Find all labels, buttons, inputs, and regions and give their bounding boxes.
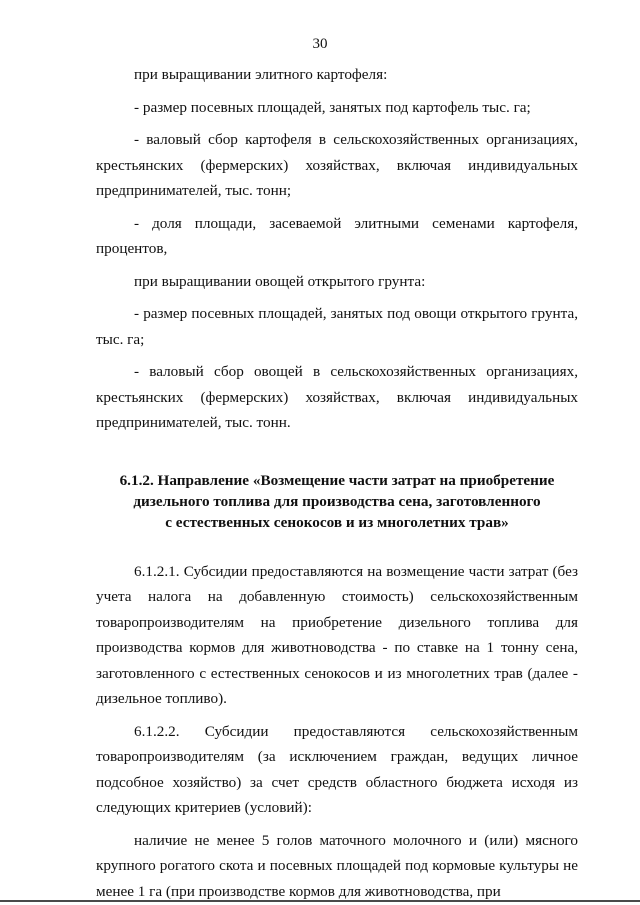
page-number: 30: [312, 36, 328, 52]
paragraph-vegetables-intro: при выращивании овощей открытого грунта:: [134, 272, 426, 290]
section-heading-line-1: 6.1.2. Направление «Возмещение части затрат на приобретение: [119, 471, 555, 489]
paragraph-6-1-2-1: 6.1.2.1. Субсидии предоставляются на возмещение части затрат (без учета налога на добавленную стоимость) сельскохозяйственным товаропроизводителям на приобретение дизельного топлива для производства кормов для животноводства - по ставке на 1 тонну сена, заготовленного с естественных сенокосов и из многолетних трав (далее - дизельное топливо).: [96, 562, 578, 707]
paragraph-elite-seed-share: - доля площади, засеваемой элитными семенами картофеля, процентов,: [96, 214, 578, 257]
paragraph-vegetables-area: - размер посевных площадей, занятых под овощи открытого грунта, тыс. га;: [96, 305, 578, 348]
paragraph-vegetables-harvest: - валовый сбор овощей в сельскохозяйственных организациях, крестьянских (фермерских) хозяйствах, включая индивидуальных предпринимателей, тыс. тонн.: [96, 363, 578, 431]
paragraph-elite-potato-intro: при выращивании элитного картофеля:: [134, 66, 388, 83]
section-heading: [96, 470, 578, 533]
document-body: [96, 62, 578, 904]
paragraph-criteria: наличие не менее 5 голов маточного молочного и (или) мясного крупного рогатого скота и посевных площадей под кормовые культуры не менее 1 га (при производстве кормов для животноводства, при: [96, 831, 578, 900]
paragraph-6-1-2-2: 6.1.2.2. Субсидии предоставляются сельскохозяйственным товаропроизводителям (за исключением граждан, ведущих личное подсобное хозяйство) за счет средств областного бюджета исходя из следующих критериев (условий):: [96, 722, 578, 816]
paragraph-potato-harvest: - валовый сбор картофеля в сельскохозяйственных организациях, крестьянских (фермерских) хозяйствах, включая индивидуальных предпринимателей, тыс. тонн;: [96, 131, 578, 199]
page-bottom-border: [0, 900, 640, 902]
section-heading-line-3: с естественных сенокосов и из многолетних трав»: [165, 513, 509, 531]
paragraph-potato-area: - размер посевных площадей, занятых под картофель тыс. га;: [134, 98, 531, 116]
section-heading-line-2: дизельного топлива для производства сена, заготовленного: [133, 492, 541, 510]
